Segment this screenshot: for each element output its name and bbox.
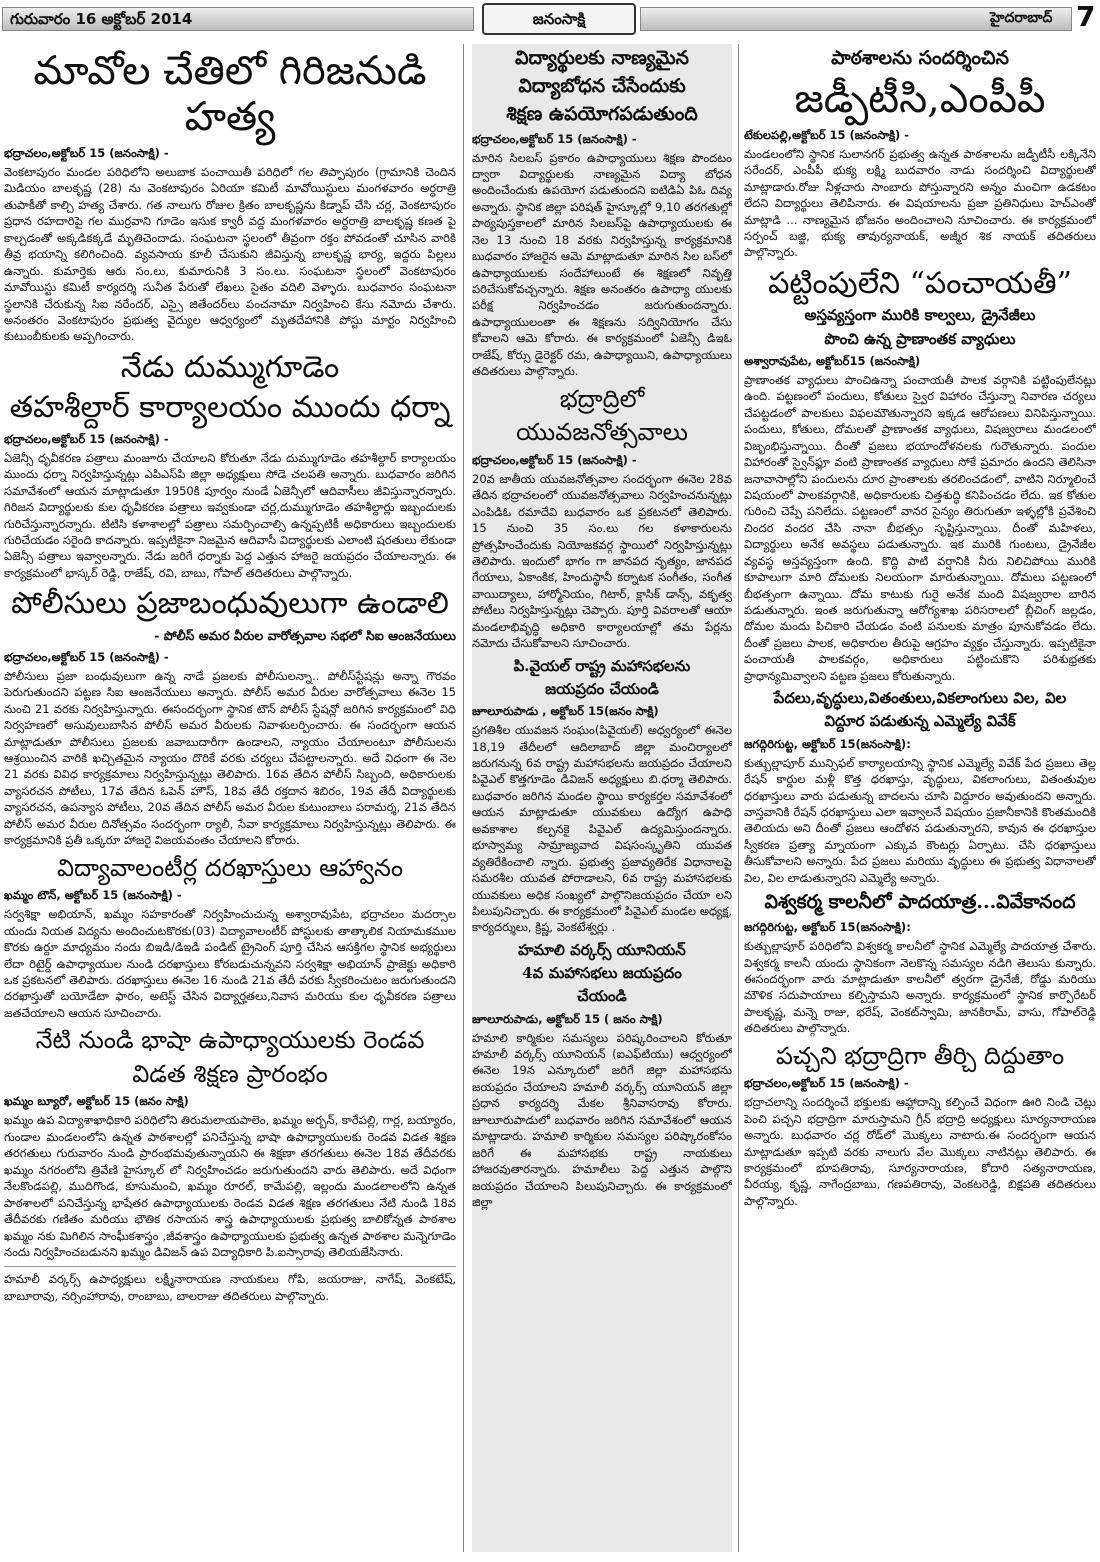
edition-city: హైదరాబాద్ — [990, 10, 1053, 26]
article-body: హమాలీ వర్కర్స్ ఉపాధ్యక్షులు లక్ష్మీనారాయణ నాయకులు గోపి, జయరాజు, నాగేష్, వెంకటేష్, బాబూరావు, నర్సింహారావు, రాంబాబు, బాలరాజు తదితరులు పాల్గొన్నారు. — [4, 1272, 456, 1303]
article-body: మండలంలోని స్థానిక సులానగర్ ప్రభుత్వ ఉన్నత పాఠశాలను జడ్పీటీసీ లక్కినేని సరేందర్, ఎంపీపీ భుక్య లక్ష్మి బుదవారం నాడు సందర్శించి విద్యార్థులతో మాట్లాడారు.రోజు నీళ్లచారు సాంబారు పోస్తున్నారని అన్నం మంచిగా ఉడకటం లేదని విద్యార్థులు తెలిపినారు. ఈ విషయాలను ప్రజా ప్రతినిధులు హెచ్‌ఎంతో మాట్లాడి ... నాణ్యమైన భోజనం అందించాలని సూచించారు. ఈ కార్యక్రమంలో సర్పంచ్ బజ్జి, భుక్య తావుర్యనాయక్, అజ్మీర శిక నాయక్ తదితరులు పాల్గొన్నారు. — [744, 146, 1096, 260]
headline: విడత శిక్షణ ప్రారంభం — [132, 1059, 328, 1088]
headline: పోలీసులు ప్రజాబంధువులుగా ఉండాలి — [11, 586, 449, 622]
headline: పచ్చని భద్రాద్రిగా తీర్చి దిద్దుతాం — [775, 1041, 1065, 1070]
masthead — [0, 0, 1100, 36]
dateline: జూలూరుపాడు , అక్టోబర్ 15(జనం సాక్షి) — [472, 704, 659, 719]
article-body: కుత్బుల్లాపూర్ పరిధిలోని విశ్వకర్మ కాలనీలో స్థానిక ఎమ్మెల్యే పాదయాత్ర చేశారు. విశ్వకర్మ కాలనీ యందు స్థానికంగా నెలకొన్న సమస్యల నడిగి తెలుసు కున్నారు. ఈసందర్భంగా వారు మాట్లాడుతూ కాలనీలో త్వరగా డ్రైనేజీ, రోడ్డు మరియు మౌళిక సదుపాయాలు కల్పిస్తామని అన్నారు. కార్యక్రమంలో స్థానిక కార్పొరేటర్ పాలకృష్ణ, మన్నె రాజు, భరేష్, వెంకట్‌స్వామి, జానకిరామ్, వాసు, గోపాల్‌రెడ్డి తదితరులు పాల్గొన్నారు. — [744, 939, 1096, 1036]
dateline: ఖమ్మం టౌన్, అక్టోబర్ 15 (జనంసాక్షి) - — [4, 888, 182, 903]
article-body: వెంకటాపురం మండల పరిధిలోని అలుబాక పంచాయితీ పరిధిలో గల తిప్పాపురం (గ్రామానికి చెందిన మిడియం బాలకృష్ణ (28) ను వెంకటాపురం ఏరియా కమిటీ మావోయిస్టులు మంగళవారం అర్ధరాత్రి తుపాకీతో కాల్చి హత్య చేశారు. గత నాలుగు రోజుల క్రితం బాలకృష్ణను కిడ్నాప్ చేసి చర్ల, వెంకటాపురం ప్రధాన రహదారిపై గల ముర్రవాని గూడెం ఇసుక క్వారీ వద్ద మంగళవారం అర్ధరాత్రి బాలకృష్ణ కణత పై కాల్చడంతో అక్కడికక్కడే మృతిచెందాడు. సంఘటనా స్థలంలో తీవ్రంగా రక్తం పోవడంతో చూసిన వారికి తీవ్ర భయాన్ని కలిగించింది. వ్యవసాయ కూలీ చేసుకుని జీవిస్తున్న బాలకృష్ణ భార్య, ఇద్దరు పిల్లలు ఉన్నారు. కుమార్తెకు ఆరు సం.లు, కుమారునికి 3 సం.లు. సంఘటనా స్థలంలో వెంకటాపురం మావోయిస్టు కమిటీ కార్యదర్శి సునీత పేరుతో లేఖలు సైతం వదిలి వెళ్ళారు. బుధవారం సంఘటనా స్థలానికి చేరుకున్న సిఐ నరేందర్, ఎస్సై జితేందర్‌లు పంచనామా నిర్వహించి కేసు నమోదు చేశారు. అనంతరం వెంకటాపురం ప్రభుత్వ వైద్యుల ఆధ్వర్యంలో మృతదేహానికి పోస్టు మార్టం నిర్వహించి కుటుంబీకులకు అప్పగించారు. — [4, 165, 456, 344]
column-right — [744, 44, 1096, 1552]
article-body: 20వ జాతీయ యువజనోత్సవాల సందర్భంగా ఈనెల 28వ తేదిన భద్రాచలంలో యువజనోత్సవాలు నిర్వహించనున్నట్లు ఎంపిడిఓ రమాదేవి బుధవారం ఒక ప్రకటనలో తెలిపారు. 15 నుంచి 35 సం.లు గల కళాకారులను ప్రోత్సహించేందుకు నియోజకవర్గ స్థాయిలో నిర్వహిస్తున్నట్లు తెలిపారు. ఇందులో భాగం గా జానపద నృత్యం, జానపద గేయాలు, ఏకాంకిక, హిందుస్థానీ కర్నాటక సంగీతం, సంగీత వాయిద్యాలు, హార్మోనియం, గిటార్, క్లాసిక్ డాన్స్, వకృత్వ పోటీలు నిర్వహిస్తున్నట్లు చెప్పారు. పూర్తి వివరాలతో ఆయా మండలాభివృద్ధి అధికారి కార్యాలయాల్లో తమ పేర్లను నమోదు చేసుకోవాలని సూచించారు. — [472, 471, 732, 651]
dateline: భద్రాచలం,అక్టోబర్ 15 (జనంసాక్షి) - — [744, 1076, 909, 1091]
kicker: పాఠశాలను సందర్శించిన — [831, 47, 1009, 69]
article-body: ఏజెన్సీ ధృవీకరణ పత్రాలు మంజూరు చేయాలని కోరుతూ నేడు దుమ్ముగూడెం తహశీల్దార్ కార్యాలయం ముందు ధర్నా నిర్వహిస్తున్నట్లు ఎపిఎస్‌పి జిల్లా అధ్యక్షులు సోడె చలపతి అన్నారు. బుధవారం జరిగిన సమావేశంలో ఆయన మాట్లాడుతూ 1950కి పూర్వం నుండే ఏజెన్సీలో ఆదివాసీలు జీవిస్తున్నారన్నారు. గిరిజన విద్యార్థులకు కుల ధృవీకరణ పత్రాలు ఇవ్వకుండా చర్ల,దుమ్ముగూడెం తహశీల్దార్లు ఇబ్బందులకు గురిచేస్తున్నారన్నారు. టిటిసి కళాశాలల్లో పత్రాలు సమర్పించాల్సి ఉన్నప్పటికీ అధికారులు ఇబ్బందులకు గురిచేయడం సరైంది కాదన్నారు. ఇప్పటికైనా నిజమైన ఆదివాసీ విద్యార్థులకు ఎలాంటి షరతులు లేకుండా ఏజెన్సీ పత్రాలు ఇవ్వాలన్నారు. నేడు జరిగే ధర్నాకు పెద్ద ఎత్తున హాజరై జయప్రదం చేయాలన్నారు. ఈ కార్యక్రమంలో భాస్కర్ రెడ్డి, రాజేష్, రవి, బాబు, గోపాల్ తదితరులు పాల్గొన్నారు. — [4, 450, 456, 580]
headline: నేడు దుమ్ముగూడెం — [120, 349, 340, 385]
dateline: అశ్వారావుపేట, అక్టోబర్15 (జనంసాక్షి) — [744, 353, 921, 368]
dateline: టేకులపల్లి,అక్టోబర్ 15 (జనంసాక్షి) - — [744, 127, 909, 142]
headline: నేటి నుండి భాషా ఉపాధ్యాయులకు రెండవ — [35, 1026, 425, 1055]
dateline: జగద్గిరిగుట్ట, అక్టోబర్ 15(జనంసాక్షి): — [744, 920, 911, 935]
article-body: ప్రగతిశీల యువజన సంఘం(పివైయల్) అధ్వర్యంలో ఈనెల 18,19 తేదీలలో ఆదిలాబాద్ జిల్లా మంచిర్యాలలో జరుగనున్న 6వ రాష్ట్ర మహాసభలను జయప్రదం చేయాలని పివైఎల్ కొత్తగూడెం డివిజన్ అధ్యక్షులు బి.ధర్మా తెలిపారు. బుధవారం జరిగిన మండల స్థాయి కార్యకర్తల సమావేశంలో ఆయన మాట్లాడుతూ యువకులు ఉద్యోగ ఉపాధి అవకాశాల కల్పనకై పివైఎల్ ఉద్యమిస్తుందన్నారు. భూస్వామ్య సామ్రాజ్యవాద విషసంస్కృతిని యువత వ్యతిరేకించాలి న్నారు. ప్రభుత్వ ప్రజావ్యతిరేక విధానాలపై సమరశీల యువత పోరాడాలని, 6వ రాష్ట్ర మహాసభలకు యువకులు అధిక సంఖ్యలో పాల్గొనిజయప్రదం చేయా లని పిలుపునిచ్చారు. ఈ కార్యక్రమంలో పివైఎల్ మండల అధ్యక్ష, కార్యదర్శులు, క్రిష్ణ, వెంకటేశ్వర్లు . — [472, 723, 732, 935]
headline: జయప్రదం చేయండి — [545, 679, 659, 698]
headline: చేయండి — [577, 987, 627, 1006]
column-divider — [738, 44, 739, 1552]
headline: యువజనోత్సవాలు — [516, 418, 688, 447]
headline: శిక్షణ ఉపయోగపడుతుంది — [506, 102, 698, 125]
newspaper-logo: జనంసాక్షి — [482, 3, 636, 35]
article-body: కుత్బుల్లాపూర్ మున్సిఫల్ కార్యాలయాన్ని స్థానిక ఎమ్మెల్యే వివేక్ పేద ప్రజలు తెల్ల రేషన్ కార్డుల మళ్లీ కొత్త ధరఖాస్తు, వృద్ధులు, వికలాంగులు, వితంతువుల ధరఖాస్తులు వారు పడుతున్న బాదలను చూసి విద్దూరం అవుతుందని అన్నారు. వాస్తవానికి రేషన్ ధరఖాస్తులు ఎలా ఇవ్వాలనే విషయం ప్రజానీకానికి కొంతమందికి తెలియదు అని దీంతో ప్రజలు ఆందోళన పడుతున్నారని, కావున ఈ ధరఖాస్తుల స్వీకరణ ప్రత్యా మ్నాయంగా ఎక్కువ కౌంటర్లు ఏర్పాటు. చేసి ధరఖాస్తులు తీసుకోవాలని అన్నారు. పేద ప్రజలు మరియు వృద్ధులు ఈ ప్రభుత్వ విధానాలతో విల, విల లాడుతున్నారని ఎమ్మెల్యే అన్నారు. — [744, 755, 1096, 885]
article-body: హమాలి కార్మికుల సమస్యలు పరిష్కరించాలని కోరుతూ హమాలీ వర్కర్స్ యూనియన్ (ఐఎఫ్‌టియు) ఆధ్వర్యంలో ఈనెల 19న ఎన్కూరులో జరిగే జిల్లా మహాసభను జయప్రదం చేయాలని హమాలీ వర్కర్స్ యూనియన్ జిల్లా ప్రధాన కార్యదర్శి మేకల శ్రీనివాసరావు కోరారు. జూలూరుపాడులో బుధవారం జరిగిన సమావేశంలో ఆయన మాట్లాడారు. హమాలి కార్మికుల సమస్యల పరిష్కారంకోసం జరిగే ఈ మహాసభకు రాష్ట్ర నాయకులు హాజరవుతారన్నారు. హమాలీలు పెద్ద ఎత్తున పాల్గొని జయప్రదం చేయాలని పిలుపునిచ్చారు. ఈ కార్యక్రమంలో జిల్లా — [472, 1030, 732, 1209]
article-body: మారిన సిలబస్ ప్రకారం ఉపాధ్యాయులు శిక్షణ పొందటం ద్వారా విద్యార్థులకు నాణ్యమైన విద్యా బోధన అందించేందుకు ఉపయోగ పడుతుందని ఐటిడిఏ పిఓ దివ్య అన్నారు. స్థానిక జిల్లా పరిషత్ హైస్కూల్లో 9,10 తరగతుల్లో పాఠ్యపుస్తకాలలో మారిన సిలబస్‌పై ఉపాధ్యాయులకు ఈ నెల 13 నుంచి 18 వరకు నిర్వహిస్తున్న కార్యక్రమానికి బుధవారం హాజరైన ఆమె మాట్లాడుతూ మారిన సిల బస్‌లో ఉపాధ్యాయులకు సందేహాలుంటే ఈ శిక్షణలో నివృత్తి పరిచేసుకోవచ్చన్నారు. శిక్షణ అనంతరం ఉపాధ్యా యులకు పరీక్ష నిర్వహించడం జరుగుతుందన్నారు. ఉపాధ్యాయులంతా ఈ శిక్షణను సద్వినియోగం చేసు కోవాలని ఆమె కోరారు. ఈ కార్యక్రమంలో ఏజెన్సీ డిఇఓ రాజేష్, కోర్సు డైరెక్టర్ రమ, ఉపాధ్యాయిని, ఉపాధ్యాయులు తదితరులు పాల్గొన్నారు. — [472, 150, 732, 379]
headline: పట్టింపులేని “పంచాయతీ” — [768, 265, 1072, 301]
dateline: భద్రాచలం,అక్టోబర్ 15 (జనంసాక్షి) - — [4, 431, 169, 446]
dateline: ఖమ్మం బ్యూరో, అక్టోబర్ 15 (జనం సాక్షి) — [4, 1094, 189, 1109]
column-divider — [463, 44, 464, 1552]
headline: తహశీల్దార్ కార్యాలయం ముందు ధర్నా — [9, 390, 451, 426]
article-body: సర్వశిక్షా అభియాన్, ఖమ్మం సహకారంతో నిర్వహించుచున్న అశ్వారావుపేట, భద్రాచలం మదర్సాల యందు నియత విద్యను అందించుటకొరకు(03) విద్యావాలంటీర్ పోస్టులకు తాత్కాలిక నియామకముల కొరకు ఉర్దూ మాధ్యమం నందు బిఇడి/డిఇడి పండిట్ ట్రైనింగ్ పూర్తి చేసిన ఆసక్తిగల స్థానిక అభ్యర్థులు లేదా రిటైర్డ్ ఉపాధ్యాయుల నుండి దరఖాస్తులు కోరబడుచున్నవని సర్వశిక్షా అభియాన్ ప్రాజెక్టు అధికారి ఒక ప్రకటనలో తెలిపారు. దరఖాస్తులు ఈనెల 16 నుండి 21వ తేదీ వరకు స్వీకరించుటం జరుగుతుందని దరఖాస్తుతో బయోడేటా ఫారం, అటెస్ట్ చేసిన విద్యార్హతలు,నివాస మరియు కుల ధృవీకరణ పత్రాలు జతచేయాలని ఆయన సూచించారు. — [4, 907, 456, 1020]
page-number: 7 — [1076, 0, 1096, 33]
headline: హమాలి వర్కర్స్ యూనియన్ — [518, 940, 686, 959]
subheadline: - పోలీస్ అమర వీరుల వారోత్సవాల సభలో సిఐ ఆంజనేయులు — [154, 627, 456, 643]
headline: మావోల చేతిలో గిరిజనుడి హత్య — [33, 48, 427, 140]
headline: 4వ మహాసభలు జయప్రదం — [522, 964, 682, 983]
headline: భద్రాద్రిలో — [559, 384, 645, 413]
subheadline: పొంచి ఉన్న ప్రాణాంతక వ్యాధులు — [824, 329, 1016, 348]
headline: పేదలు,వృద్ధులు,వితంతులు,వికలాంగులు విల, విల — [773, 689, 1067, 708]
headline: విద్యాబోధన చేసేందుకు — [518, 74, 686, 97]
headline: విద్దూర పడుతున్న ఎమ్మెల్యే వివేక్ — [824, 712, 1016, 731]
column-left — [4, 44, 456, 1552]
dateline: జూలూరుపాడు, అక్టోబర్ 15 ( జనం సాక్షి) — [472, 1011, 663, 1026]
article-body: ప్రాణాంతక వ్యాధులు పొంచిఉన్నా పంచాయతీ పాలక వర్గానికి పట్టింపులేనట్లు ఉంది. పట్టణంలో పందులు, కోతులు స్వైర విహారం చేస్తున్నా నివారణ చర్యలు చేపట్టడంలో పాలకులు విఫలమౌతున్నారని ఇక్కడ ఆరోపణలు వినిపిస్తున్నాయి. పందులు, కోతులు, దోమలతో ప్రాణాంతక వ్యాధులు, విషజ్వరాలు మండలంలో విజృంభిస్తున్నాయి. దీంతో ప్రజలు భయాందోళనలకు గురౌతున్నారు. పందుల విహారంతో స్వైన్‌ఫ్లూ వంటి ప్రాణాంతక వ్యాధులు సోకే ప్రమాదం ఉందని తెలిసినా జనావాసాల్లోని పందులను దూర ప్రాంతాలకు తరలించడంలో, వాటిని నిర్మూలించే విషయంలో పాలకవర్గానికి, అధికారులకు చిత్తశుద్ధి కనిపించడం లేదు. ఇక కోతుల గురించి చెప్పే పనిలేదు. పట్టణంలో వానర సైన్యం తిరుగుతూ ఇళ్ళల్లోకి ప్రవేశించి చిందర వందర చేసి నానా బీభత్సం సృష్టిస్తున్నాయి. దీంతో మహిళలు, విద్యార్థులు అనేక అవస్థలు పడుతున్నారు. ఇక మురికి గుంటలు, డ్రైనేజీల వ్యవస్థ అస్తవ్యస్తంగా ఉంది. కొద్ది పాటి వర్షానికి నీరు నిలిచిపోయి మురికి కూపాలుగా మారి దోమలకు నిలయంగా మారుతున్నాయి. దోమలు పట్టణంలో బీభత్సంగా ఉన్నాయి. దోమ కాటుకు గురై అనేక మంది విషజ్వరాల బారిన పడుతున్నారు. ఇంత జరుగుతున్నా ఆరోగ్యశాఖ పరిసరాలలో బ్లీచింగ్ జల్లడం, దోమల మందు పిచికారి చేయడం వంటి పనులకు మాత్రం పూనుకోవడం లేదు. దీంతో ప్రజలు పాలక, అధికారుల తీరుపై ఆగ్రహం వ్యక్తం చేస్తున్నారు. ఇప్పటికైనా పంచాయతీ పాలకవర్గం, అధికారులు పట్టించుకొని పరిశుభ్రతకు ప్రాధాన్యమివ్వాలని పట్టణ ప్రజలు కోరుతున్నారు. — [744, 372, 1096, 683]
dateline: భద్రాచలం,అక్టోబర్ 15 (జనంసాక్షి) - — [472, 131, 637, 146]
dateline: భద్రాచలం,అక్టోబర్ 15 (జనంసాక్షి) - — [4, 146, 169, 160]
headline: విద్యార్థులకు నాణ్యమైన — [515, 47, 689, 69]
article-body: భద్రాచలాన్ని సందర్శించే భక్తులకు ఆహ్లాదాన్ని కల్పించే విధంగా ఊరి నిండి చెట్లు పెంచి పచ్చని భద్రాద్రిగా మారుస్తామని గ్రీన్ భద్రాద్రి అధ్యక్షులు సూర్యనారాయణ అన్నారు. బుధవారం చర్ల రోడ్‌లో మొక్కలు నాటారు.ఈ సందర్భంగా ఆయన మాట్లాడుతూ ఇప్పటి వరకు నాలుగు వేల మొక్కలు నాటినట్లు తెలిపారు. ఈ కార్యక్రమంలో భూపతిరావు, సూర్యనారాయణ, కోదారి సత్యనారాయణ, వీరయ్య, కృష్ణ, నాగేంద్రబాబు, గణపతిరావు, వెంకటరెడ్డి, బిక్షపతి తదితరులు పాల్గొన్నారు. — [744, 1095, 1096, 1208]
headline: పి.వైయల్ రాష్ట్ర మహాసభలను — [513, 656, 691, 675]
dateline: జగద్గిరిగుట్ట, అక్టోబర్ 15(జనంసాక్షి): — [744, 736, 911, 751]
headline: విద్యావాలంటీర్ల దరఖాస్తులు ఆహ్వానం — [56, 853, 404, 882]
article-body: పోలీసులు ప్రజా బంధువులుగా ఉన్న నాడే ప్రజలకు పోలీసులన్నా.. పోలీస్‌స్టేషన్లు అన్నా గౌరవం పెరుగుతుందని పట్టణ సిఐ ఆంజనేయులు అన్నారు. పోలీస్ అమర వీరుల వారోత్సవాలు ఈనెల 15 నుంచి 21 వరకు నిర్వహిస్తున్నారు. ఈసందర్భంగా స్థానిక టౌన్ పోలీస్ స్టేషన్లో జరిగిన కార్యక్రమంలో విధి నిర్వహణలో అసువులుబాసిన పోలీస్ అమర వీరులకు నివాళులర్పించారు. ఈ సందర్భంగా ఆయన మాట్లాడుతూ పోలీసులు ప్రజలకు జవాబుదారీగా ఉండాలని, న్యాయం చేయాలంటూ పోలీసులను ఆశ్రయించిన వారికి ఖచ్చితమైన న్యాయం దొరికే వరకు చర్యలు చేపట్టాలన్నారు. అదే విధంగా ఈ నెల 21 వరకు వివిధ కార్యక్రమాలు నిర్వహిస్తున్నట్లు తెలిపారు. 16వ తేదిన పోలీస్ సిబ్బంది, అధికారులకు వ్యాసరచన పోటీలు, 17వ తేదిన ఓపెన్ హౌస్, 18వ తేదీ రక్తదాన శిబిరం, 19వ తేదీ విద్యార్థులకు వ్యాసరచన, ఉపన్యాస పోటీలు, 20వ తేదిన పోలీస్ అమర వీరుల కుటుంబాలు పరామర్శ, 21వ తేదిన పోలీస్ అమర వీరుల దినోత్సవం సందర్భంగా ర్యాలీ, సేవా కార్యక్రమాలు నిర్వహిస్తున్నట్లు తెలిపారు. ఈ కార్యక్రమానికి ప్రతీ ఒక్కరూ హాజరై విజయవంతం చేయాలని కోరారు. — [4, 668, 456, 848]
dateline: భద్రాచలం,అక్టోబర్ 15 (జనంసాక్షి) - — [4, 649, 169, 664]
divider — [4, 1266, 456, 1267]
column-middle — [472, 44, 732, 1552]
subheadline: అస్తవ్యస్తంగా మురికి కాల్వలు, డ్రైనేజీలు — [804, 306, 1036, 325]
headline: జడ్పీటీసి,ఎంపీపీ — [794, 75, 1046, 122]
issue-date: గురువారం 16 అక్టోబర్ 2014 — [10, 10, 193, 28]
headline: విశ్వకర్మ కాలనీలో పాదయాత్ర...వివేకానంద — [764, 891, 1076, 914]
article-body: ఖమ్మం ఉప విద్యాశాఖాధికారి పరిధిలోని తిరుమలాయపాలెం, ఖమ్మం అర్బన్, కారేపల్లి, గార్ల, బయ్యారం, గుండాల మండలంలోని ఉన్నత పాఠశాలల్లో పనిచేస్తున్న భాషా ఉపాధ్యాయులకు రెండవ విడత శిక్షణ తరగతులు గురువారం నుండి ప్రారంభమవుతున్నాయని ఈ శిక్షణా తరగతులు ఈనెల 18వ తేదీవరకు ఖమ్మం నగరంలోని త్రివేణి హైస్కూల్ లో నిర్వహించడం జరుగుతుందని వారు తెలిపారు. అదే విధంగా నేలకొండపల్లి, ముదిగొండ, కూసుమంచి, ఖమ్మం రూరల్, కామేపల్లి, ఇల్లందు మండలాలలోని ఉన్నత పాఠశాలలో పనిచేస్తున్న భాషేతర ఉపాధ్యాయులకు రెండవ విడత శిక్షణ తరగతులు నేటి నుండి 18వ తేదీవరకు గణితం మరియు భౌతిక రసాయన శాస్త్ర ఉపాధ్యాయులకు ప్రభుత్వ బాలికోన్నత పాఠశాల ఖమ్మం నకు మిగిలిన సాంఘీకశాస్త్రం ,జీవశాస్త్రం ఉపాధ్యాయులకు ప్రభుత్వ ఉన్నత పాఠశాల మన్నెగూడెం నందు నిర్వహించబడునని ఖమ్మం డివిజన్ ఉప విద్యాధికారి పి.ఐస్సారావు తెలియజేసినారు. — [4, 1113, 456, 1259]
dateline: భద్రాచలం,అక్టోబర్ 15 (జనంసాక్షి) - — [472, 452, 637, 467]
